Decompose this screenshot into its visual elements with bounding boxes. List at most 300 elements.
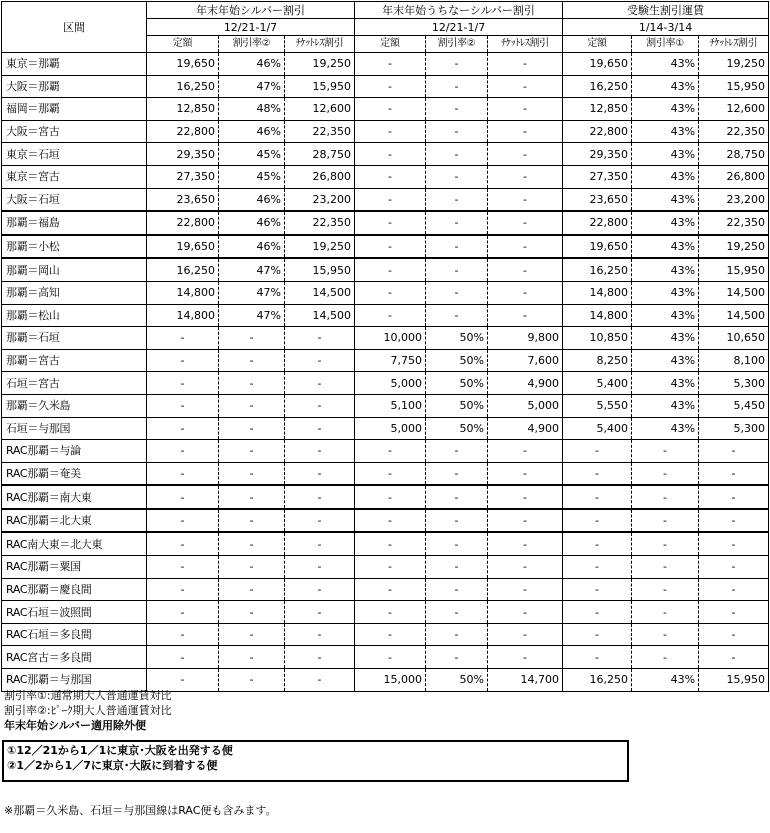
fare-cell-fixed: 5,400 [563, 372, 632, 395]
fare-cell-rate: - [426, 601, 488, 624]
route-cell: RAC石垣＝多良間 [2, 623, 147, 646]
fare-cell-fixed: 19,650 [147, 235, 219, 259]
fare-cell-ticketless: 15,950 [285, 258, 355, 281]
fare-cell-rate: 45% [219, 143, 285, 166]
route-cell: 福岡＝那覇 [2, 98, 147, 121]
fare-cell-rate: - [426, 258, 488, 281]
route-cell: RAC那覇＝奄美 [2, 462, 147, 485]
col-header-ticketless: ﾁｹｯﾄﾚｽ割引 [488, 36, 563, 53]
fare-cell-ticketless: 14,500 [699, 281, 769, 304]
fare-cell-ticketless: 14,500 [285, 304, 355, 327]
table-row [2, 509, 769, 533]
fare-cell-rate: - [426, 98, 488, 121]
fare-cell-rate: - [426, 53, 488, 76]
fare-cell-ticketless: - [285, 532, 355, 555]
fare-cell-rate: - [632, 556, 699, 579]
table-row [2, 440, 769, 463]
fare-cell-rate: - [219, 601, 285, 624]
fare-cell-ticketless: - [699, 578, 769, 601]
rate-notes [4, 688, 172, 733]
fare-cell-fixed: - [563, 623, 632, 646]
fare-cell-fixed: - [563, 462, 632, 485]
fare-cell-rate: - [632, 509, 699, 533]
fare-cell-rate: 50% [426, 349, 488, 372]
fare-cell-fixed: - [355, 532, 426, 555]
route-cell: 那覇＝岡山 [2, 258, 147, 281]
group-period-silver: 12/21-1/7 [147, 19, 355, 36]
fare-cell-rate: - [632, 623, 699, 646]
fare-cell-fixed: - [355, 165, 426, 188]
fare-cell-ticketless: - [488, 143, 563, 166]
fare-cell-rate: - [219, 462, 285, 485]
fare-cell-rate: - [426, 440, 488, 463]
group-title-uchina-silver: 年末年始うちなーシルバー割引 [355, 2, 563, 19]
fare-cell-ticketless: 5,300 [699, 372, 769, 395]
fare-cell-ticketless: 28,750 [285, 143, 355, 166]
fare-cell-rate: 46% [219, 235, 285, 259]
route-cell: 那覇＝福島 [2, 211, 147, 235]
fare-cell-rate: - [426, 211, 488, 235]
fare-cell-rate: 46% [219, 53, 285, 76]
fare-cell-fixed: 19,650 [563, 53, 632, 76]
fare-cell-fixed: 15,000 [355, 669, 426, 692]
table-row [2, 281, 769, 304]
fare-cell-ticketless: - [488, 98, 563, 121]
fare-cell-rate: - [632, 462, 699, 485]
fare-cell-rate: 48% [219, 98, 285, 121]
table-row [2, 143, 769, 166]
fare-cell-fixed: - [355, 258, 426, 281]
fare-cell-ticketless: - [488, 75, 563, 98]
fare-cell-rate: 50% [426, 417, 488, 440]
fare-cell-fixed: - [563, 578, 632, 601]
fare-cell-ticketless: - [699, 509, 769, 533]
route-cell: 石垣＝宮古 [2, 372, 147, 395]
fare-cell-fixed: 5,000 [355, 372, 426, 395]
fare-cell-rate: - [219, 327, 285, 350]
fare-cell-rate: - [219, 417, 285, 440]
fare-cell-fixed: - [563, 509, 632, 533]
col-header-ticketless: ﾁｹｯﾄﾚｽ割引 [285, 36, 355, 53]
fare-cell-ticketless: 14,500 [699, 304, 769, 327]
fare-cell-fixed: - [563, 601, 632, 624]
fare-cell-ticketless: - [488, 462, 563, 485]
fare-cell-ticketless: 22,350 [285, 211, 355, 235]
fare-cell-rate: 43% [632, 75, 699, 98]
fare-cell-fixed: - [355, 75, 426, 98]
fare-cell-rate: 46% [219, 211, 285, 235]
fare-cell-ticketless: - [699, 623, 769, 646]
fare-cell-fixed: 16,250 [563, 258, 632, 281]
fare-cell-fixed: 16,250 [563, 75, 632, 98]
rate1-note: 割引率①:通常期大人普通運賃対比 [4, 689, 172, 702]
fare-cell-fixed: 22,800 [147, 120, 219, 143]
fare-cell-fixed: 5,100 [355, 394, 426, 417]
fare-cell-ticketless: - [699, 556, 769, 579]
fare-cell-rate: 50% [426, 327, 488, 350]
fare-cell-ticketless: - [488, 53, 563, 76]
col-header-rate: 割引率② [219, 36, 285, 53]
fare-cell-fixed: - [147, 556, 219, 579]
fare-cell-ticketless: - [285, 372, 355, 395]
route-cell: RAC那覇＝南大東 [2, 485, 147, 509]
fare-cell-ticketless: - [699, 532, 769, 555]
fare-cell-fixed: 5,550 [563, 394, 632, 417]
fare-cell-fixed: - [355, 235, 426, 259]
fare-cell-ticketless: - [285, 394, 355, 417]
fare-cell-rate: 43% [632, 669, 699, 692]
fare-cell-rate: - [219, 532, 285, 555]
fare-cell-ticketless: - [285, 509, 355, 533]
fare-cell-fixed: 27,350 [147, 165, 219, 188]
fare-cell-fixed: 27,350 [563, 165, 632, 188]
fare-cell-fixed: - [355, 120, 426, 143]
fare-cell-fixed: 14,800 [563, 304, 632, 327]
fare-cell-fixed: - [147, 462, 219, 485]
fare-cell-rate: 43% [632, 235, 699, 259]
table-row [2, 462, 769, 485]
fare-cell-fixed: - [563, 532, 632, 555]
fare-cell-ticketless: - [488, 578, 563, 601]
fare-cell-rate: - [219, 394, 285, 417]
fare-cell-fixed: 16,250 [563, 669, 632, 692]
table-row [2, 327, 769, 350]
fare-cell-ticketless: - [285, 669, 355, 692]
fare-cell-rate: 43% [632, 349, 699, 372]
route-cell: RAC那覇＝慶良間 [2, 578, 147, 601]
fare-cell-fixed: 14,800 [147, 281, 219, 304]
fare-cell-rate: 43% [632, 120, 699, 143]
rate2-note: 割引率②:ﾋﾟｰｸ期大人普通運賃対比 [4, 704, 172, 717]
fare-cell-rate: 45% [219, 165, 285, 188]
exclusion-box [2, 740, 629, 782]
group-title-silver: 年末年始シルバー割引 [147, 2, 355, 19]
fare-cell-ticketless: 5,000 [488, 394, 563, 417]
fare-cell-ticketless: 12,600 [699, 98, 769, 121]
fare-cell-fixed: 23,650 [147, 188, 219, 211]
fare-cell-ticketless: - [488, 281, 563, 304]
col-header-fixed: 定額 [147, 36, 219, 53]
fare-cell-ticketless: - [488, 304, 563, 327]
fare-cell-ticketless: - [285, 417, 355, 440]
fare-cell-rate: - [426, 235, 488, 259]
fare-cell-fixed: 29,350 [147, 143, 219, 166]
fare-cell-fixed: - [147, 509, 219, 533]
col-header-rate: 割引率① [632, 36, 699, 53]
fare-cell-fixed: 5,400 [563, 417, 632, 440]
fare-cell-rate: 43% [632, 98, 699, 121]
fare-cell-fixed: - [355, 304, 426, 327]
fare-cell-fixed: - [147, 601, 219, 624]
table-row [2, 394, 769, 417]
fare-cell-ticketless: 4,900 [488, 372, 563, 395]
fare-cell-rate: - [426, 578, 488, 601]
fare-cell-ticketless: 12,600 [285, 98, 355, 121]
col-header-ticketless: ﾁｹｯﾄﾚｽ割引 [699, 36, 769, 53]
exclusion-item-2: ②1／2から1／7に東京･大阪に到着する便 [7, 759, 218, 772]
fare-cell-rate: 47% [219, 258, 285, 281]
route-cell: 大阪＝石垣 [2, 188, 147, 211]
fare-cell-rate: - [426, 556, 488, 579]
fare-cell-ticketless: - [285, 556, 355, 579]
group-period-student: 1/14-3/14 [563, 19, 769, 36]
fare-cell-ticketless: - [488, 509, 563, 533]
fare-cell-rate: - [219, 556, 285, 579]
fare-cell-rate: 43% [632, 327, 699, 350]
table-row [2, 53, 769, 76]
table-row [2, 98, 769, 121]
table-row [2, 578, 769, 601]
fare-cell-rate: - [632, 646, 699, 669]
fare-cell-ticketless: - [699, 485, 769, 509]
fare-cell-rate: - [219, 509, 285, 533]
fare-cell-ticketless: - [488, 485, 563, 509]
fare-cell-rate: - [632, 440, 699, 463]
fare-cell-ticketless: 26,800 [285, 165, 355, 188]
fare-cell-rate: - [219, 349, 285, 372]
table-row [2, 532, 769, 555]
fare-cell-fixed: 29,350 [563, 143, 632, 166]
table-row [2, 372, 769, 395]
fare-cell-fixed: 8,250 [563, 349, 632, 372]
fare-cell-ticketless: 19,250 [699, 235, 769, 259]
fare-cell-ticketless: 9,800 [488, 327, 563, 350]
table-row [2, 258, 769, 281]
fare-cell-rate: - [632, 485, 699, 509]
fare-cell-fixed: - [355, 211, 426, 235]
fare-cell-fixed: 23,650 [563, 188, 632, 211]
route-column-header: 区間 [2, 2, 147, 53]
fare-cell-fixed: 22,800 [563, 211, 632, 235]
fare-cell-rate: - [426, 623, 488, 646]
fare-cell-fixed: 19,650 [563, 235, 632, 259]
fare-cell-ticketless: 14,700 [488, 669, 563, 692]
table-row [2, 188, 769, 211]
table-row [2, 485, 769, 509]
fare-cell-fixed: 22,800 [563, 120, 632, 143]
fare-cell-rate: 43% [632, 53, 699, 76]
fare-cell-rate: - [219, 372, 285, 395]
table-row [2, 75, 769, 98]
table-row [2, 304, 769, 327]
fare-cell-rate: 46% [219, 188, 285, 211]
table-row [2, 646, 769, 669]
route-cell: 那覇＝宮古 [2, 349, 147, 372]
route-cell: 那覇＝高知 [2, 281, 147, 304]
fare-cell-ticketless: - [699, 646, 769, 669]
fare-cell-ticketless: 19,250 [285, 235, 355, 259]
fare-cell-ticketless: - [488, 120, 563, 143]
fare-cell-ticketless: 19,250 [699, 53, 769, 76]
fare-cell-fixed: - [147, 440, 219, 463]
route-cell: 那覇＝松山 [2, 304, 147, 327]
fare-cell-ticketless: 14,500 [285, 281, 355, 304]
fare-cell-ticketless: - [488, 623, 563, 646]
route-cell: 大阪＝那覇 [2, 75, 147, 98]
table-row [2, 235, 769, 259]
fare-cell-ticketless: - [285, 578, 355, 601]
fare-cell-fixed: 10,000 [355, 327, 426, 350]
fare-cell-fixed: - [147, 349, 219, 372]
table-row [2, 165, 769, 188]
fare-cell-rate: 43% [632, 417, 699, 440]
fare-cell-ticketless: 8,100 [699, 349, 769, 372]
route-cell: 東京＝石垣 [2, 143, 147, 166]
table-row [2, 211, 769, 235]
fare-cell-fixed: 12,850 [147, 98, 219, 121]
fare-cell-ticketless: - [699, 601, 769, 624]
fare-table [1, 1, 769, 692]
route-cell: 那覇＝小松 [2, 235, 147, 259]
table-row [2, 623, 769, 646]
fare-cell-ticketless: - [488, 532, 563, 555]
route-cell: 那覇＝石垣 [2, 327, 147, 350]
route-cell: RAC那覇＝与論 [2, 440, 147, 463]
fare-cell-fixed: - [355, 578, 426, 601]
fare-cell-rate: - [632, 532, 699, 555]
fare-cell-ticketless: 22,350 [699, 120, 769, 143]
fare-cell-ticketless: 26,800 [699, 165, 769, 188]
fare-cell-fixed: 16,250 [147, 75, 219, 98]
group-title-student: 受験生割引運賃 [563, 2, 769, 19]
fare-cell-rate: - [219, 669, 285, 692]
fare-cell-rate: 47% [219, 281, 285, 304]
fare-cell-rate: 46% [219, 120, 285, 143]
fare-cell-rate: - [426, 188, 488, 211]
fare-cell-rate: - [426, 143, 488, 166]
route-cell: RAC那覇＝粟国 [2, 556, 147, 579]
fare-cell-fixed: - [355, 509, 426, 533]
fare-cell-rate: 43% [632, 211, 699, 235]
fare-cell-fixed: - [147, 394, 219, 417]
fare-cell-fixed: - [355, 143, 426, 166]
fare-cell-rate: - [426, 281, 488, 304]
fare-cell-rate: - [632, 578, 699, 601]
fare-cell-fixed: - [563, 646, 632, 669]
fare-cell-ticketless: 5,300 [699, 417, 769, 440]
fare-cell-ticketless: 15,950 [699, 669, 769, 692]
exclusion-title: 年末年始シルバー適用除外便 [4, 719, 146, 732]
fare-cell-ticketless: - [285, 646, 355, 669]
table-row [2, 417, 769, 440]
fare-cell-fixed: - [355, 485, 426, 509]
fare-cell-fixed: 16,250 [147, 258, 219, 281]
fare-cell-fixed: 19,650 [147, 53, 219, 76]
fare-cell-fixed: - [147, 646, 219, 669]
fare-cell-ticketless: - [285, 349, 355, 372]
fare-cell-rate: - [219, 623, 285, 646]
fare-cell-rate: 47% [219, 75, 285, 98]
fare-cell-ticketless: - [285, 440, 355, 463]
fare-cell-rate: 43% [632, 304, 699, 327]
fare-cell-fixed: - [355, 601, 426, 624]
fare-cell-ticketless: - [699, 440, 769, 463]
fare-cell-ticketless: - [488, 440, 563, 463]
fare-cell-rate: 50% [426, 669, 488, 692]
fare-cell-fixed: - [355, 623, 426, 646]
fare-cell-ticketless: 15,950 [699, 258, 769, 281]
fare-cell-rate: 50% [426, 372, 488, 395]
fare-cell-fixed: - [563, 440, 632, 463]
fare-cell-fixed: - [563, 485, 632, 509]
fare-cell-fixed: - [147, 532, 219, 555]
route-cell: RAC南大東＝北大東 [2, 532, 147, 555]
fare-cell-ticketless: - [488, 235, 563, 259]
fare-cell-fixed: - [355, 462, 426, 485]
fare-cell-ticketless: 28,750 [699, 143, 769, 166]
fare-cell-ticketless: 23,200 [699, 188, 769, 211]
fare-cell-ticketless: 5,450 [699, 394, 769, 417]
fare-cell-ticketless: 15,950 [699, 75, 769, 98]
fare-cell-rate: - [426, 646, 488, 669]
fare-cell-ticketless: - [285, 462, 355, 485]
fare-cell-rate: - [426, 532, 488, 555]
fare-cell-rate: - [426, 462, 488, 485]
fare-cell-fixed: 7,750 [355, 349, 426, 372]
fare-cell-ticketless: - [285, 327, 355, 350]
fare-cell-rate: - [219, 440, 285, 463]
fare-cell-ticketless: 22,350 [699, 211, 769, 235]
fare-cell-fixed: - [147, 669, 219, 692]
fare-cell-ticketless: - [488, 258, 563, 281]
fare-cell-fixed: 22,800 [147, 211, 219, 235]
fare-cell-ticketless: - [285, 601, 355, 624]
fare-cell-rate: - [426, 165, 488, 188]
route-cell: RAC宮古＝多良間 [2, 646, 147, 669]
fare-cell-fixed: 14,800 [563, 281, 632, 304]
fare-cell-rate: - [219, 485, 285, 509]
fare-cell-fixed: - [147, 417, 219, 440]
fare-cell-fixed: - [147, 327, 219, 350]
fare-cell-rate: 43% [632, 165, 699, 188]
fare-cell-ticketless: 23,200 [285, 188, 355, 211]
fare-cell-ticketless: - [285, 485, 355, 509]
fare-cell-ticketless: - [488, 188, 563, 211]
route-cell: 東京＝宮古 [2, 165, 147, 188]
fare-cell-rate: 43% [632, 394, 699, 417]
fare-cell-rate: - [426, 509, 488, 533]
fare-cell-rate: 50% [426, 394, 488, 417]
fare-cell-fixed: - [355, 556, 426, 579]
footnote: ※那覇＝久米島、石垣＝与那国線はRAC便も含みます。 [4, 804, 277, 817]
route-cell: 那覇＝久米島 [2, 394, 147, 417]
fare-table-body [2, 53, 769, 692]
fare-cell-ticketless: - [488, 646, 563, 669]
fare-cell-rate: 43% [632, 188, 699, 211]
fare-cell-ticketless: - [699, 462, 769, 485]
fare-cell-ticketless: - [488, 556, 563, 579]
fare-cell-fixed: 12,850 [563, 98, 632, 121]
fare-cell-ticketless: - [285, 623, 355, 646]
route-cell: 大阪＝宮古 [2, 120, 147, 143]
col-header-fixed: 定額 [355, 36, 426, 53]
route-cell: RAC那覇＝与那国 [2, 669, 147, 692]
fare-cell-rate: 47% [219, 304, 285, 327]
fare-cell-fixed: - [355, 281, 426, 304]
col-header-rate: 割引率② [426, 36, 488, 53]
fare-cell-fixed: - [355, 98, 426, 121]
fare-cell-ticketless: 19,250 [285, 53, 355, 76]
group-period-uchina-silver: 12/21-1/7 [355, 19, 563, 36]
fare-cell-fixed: - [355, 53, 426, 76]
fare-cell-ticketless: 15,950 [285, 75, 355, 98]
fare-cell-fixed: 5,000 [355, 417, 426, 440]
col-header-fixed: 定額 [563, 36, 632, 53]
fare-cell-rate: - [426, 485, 488, 509]
table-row [2, 556, 769, 579]
fare-cell-fixed: - [355, 440, 426, 463]
fare-cell-rate: 43% [632, 258, 699, 281]
